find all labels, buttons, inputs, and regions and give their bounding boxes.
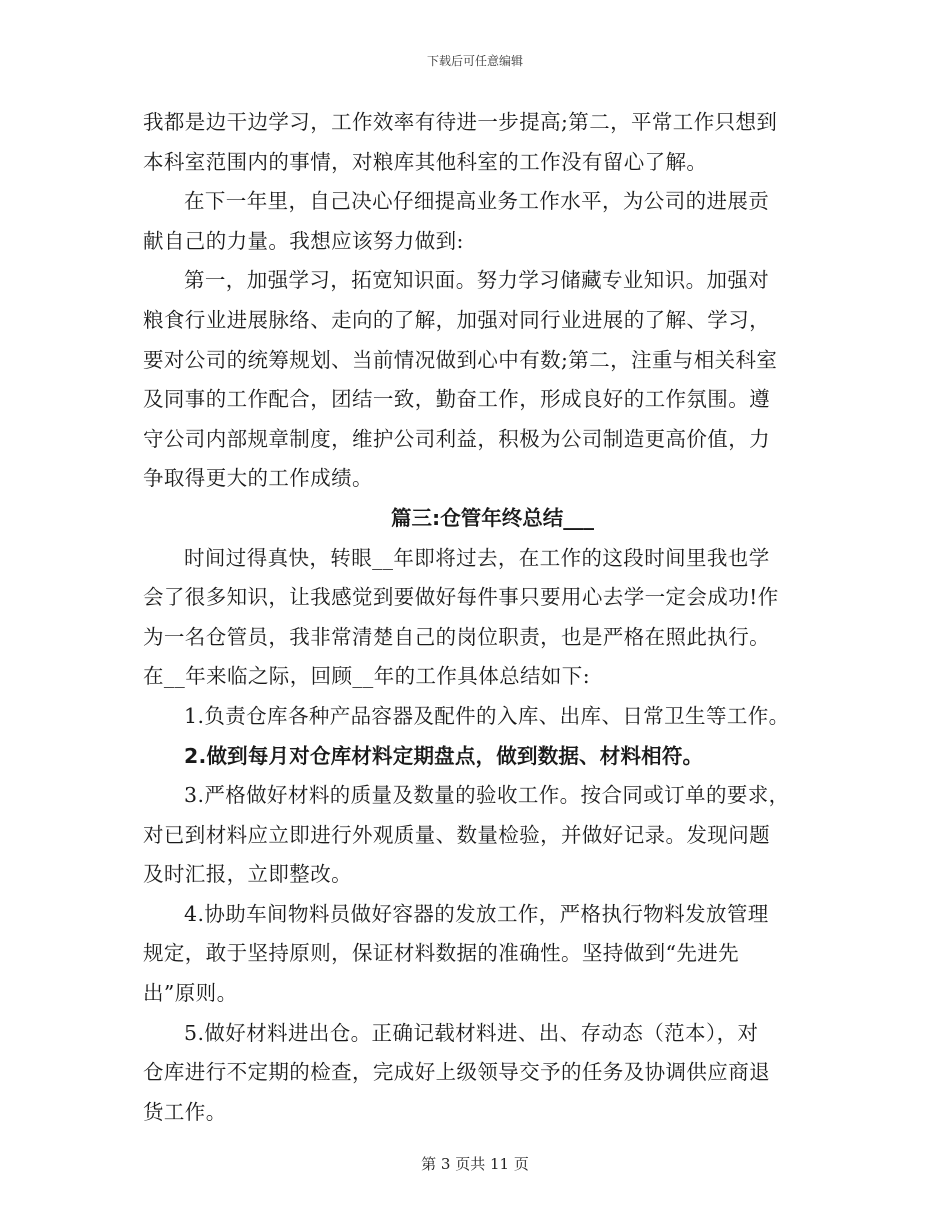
list-item: 3.严格做好材料的质量及数量的验收工作。按合同或订单的要求， — [184, 783, 790, 808]
list-item: 4.协助车间物料员做好容器的发放工作，严格执行物料发放管理 — [184, 901, 769, 926]
text-line: 为一名仓管员，我非常清楚自己的岗位职责，也是严格在照此执行。 — [143, 624, 770, 649]
text-line: 规定，敢于坚持原则，保证材料数据的准确性。坚持做到“先进先 — [143, 941, 740, 966]
text-line: 会了很多知识，让我感觉到要做好每件事只要用心去学一定会成功!作 — [143, 585, 779, 610]
text-line: 在__年来临之际，回顾__年的工作具体总结如下: — [143, 664, 591, 689]
text-line: 本科室范围内的事情，对粮库其他科室的工作没有留心了解。 — [143, 149, 708, 174]
list-item: 2.做到每月对仓库材料定期盘点，做到数据、材料相符。 — [184, 743, 704, 768]
text-line: 献自己的力量。我想应该努力做到: — [143, 228, 464, 253]
text-line: 粮食行业进展脉络、走向的了解，加强对同行业进展的了解、学习， — [143, 307, 770, 332]
text-line: 时间过得真快，转眼__年即将过去，在工作的这段时间里我也学 — [184, 545, 770, 570]
page-number: 第 3 页共 11 页 — [421, 1155, 529, 1173]
list-item: 5.做好材料进出仓。正确记载材料进、出、存动态（范本），对 — [184, 1020, 759, 1045]
text-line: 出”原则。 — [143, 981, 238, 1006]
text-line: 及同事的工作配合，团结一致，勤奋工作，形成良好的工作氛围。遵 — [143, 387, 770, 412]
text-line: 守公司内部规章制度，维护公司利益，积极为公司制造更高价值，力 — [143, 426, 770, 451]
text-line: 及时汇报，立即整改。 — [143, 862, 352, 887]
text-line: 要对公司的统筹规划、当前情况做到心中有数;第二，注重与相关科室 — [143, 347, 778, 372]
text-line: 在下一年里，自己决心仔细提高业务工作水平，为公司的进展贡 — [184, 189, 770, 214]
text-line: 对已到材料应立即进行外观质量、数量检验，并做好记录。发现问题 — [143, 822, 770, 847]
list-item: 1.负责仓库各种产品容器及配件的入库、出库、日常卫生等工作。 — [184, 703, 790, 728]
document-body — [143, 103, 823, 1132]
text-line: 争取得更大的工作成绩。 — [143, 466, 373, 491]
text-line: 货工作。 — [143, 1099, 227, 1124]
header-note: 下载后可任意编辑 — [426, 54, 523, 68]
text-line: 我都是边干边学习，工作效率有待进一步提高;第二，平常工作只想到 — [143, 110, 778, 134]
section-title: 篇三:仓管年终总结___ — [391, 505, 594, 530]
text-line: 第一，加强学习，拓宽知识面。努力学习储藏专业知识。加强对 — [184, 268, 770, 293]
text-line: 仓库进行不定期的检查，完成好上级领导交予的任务及协调供应商退 — [143, 1060, 770, 1085]
